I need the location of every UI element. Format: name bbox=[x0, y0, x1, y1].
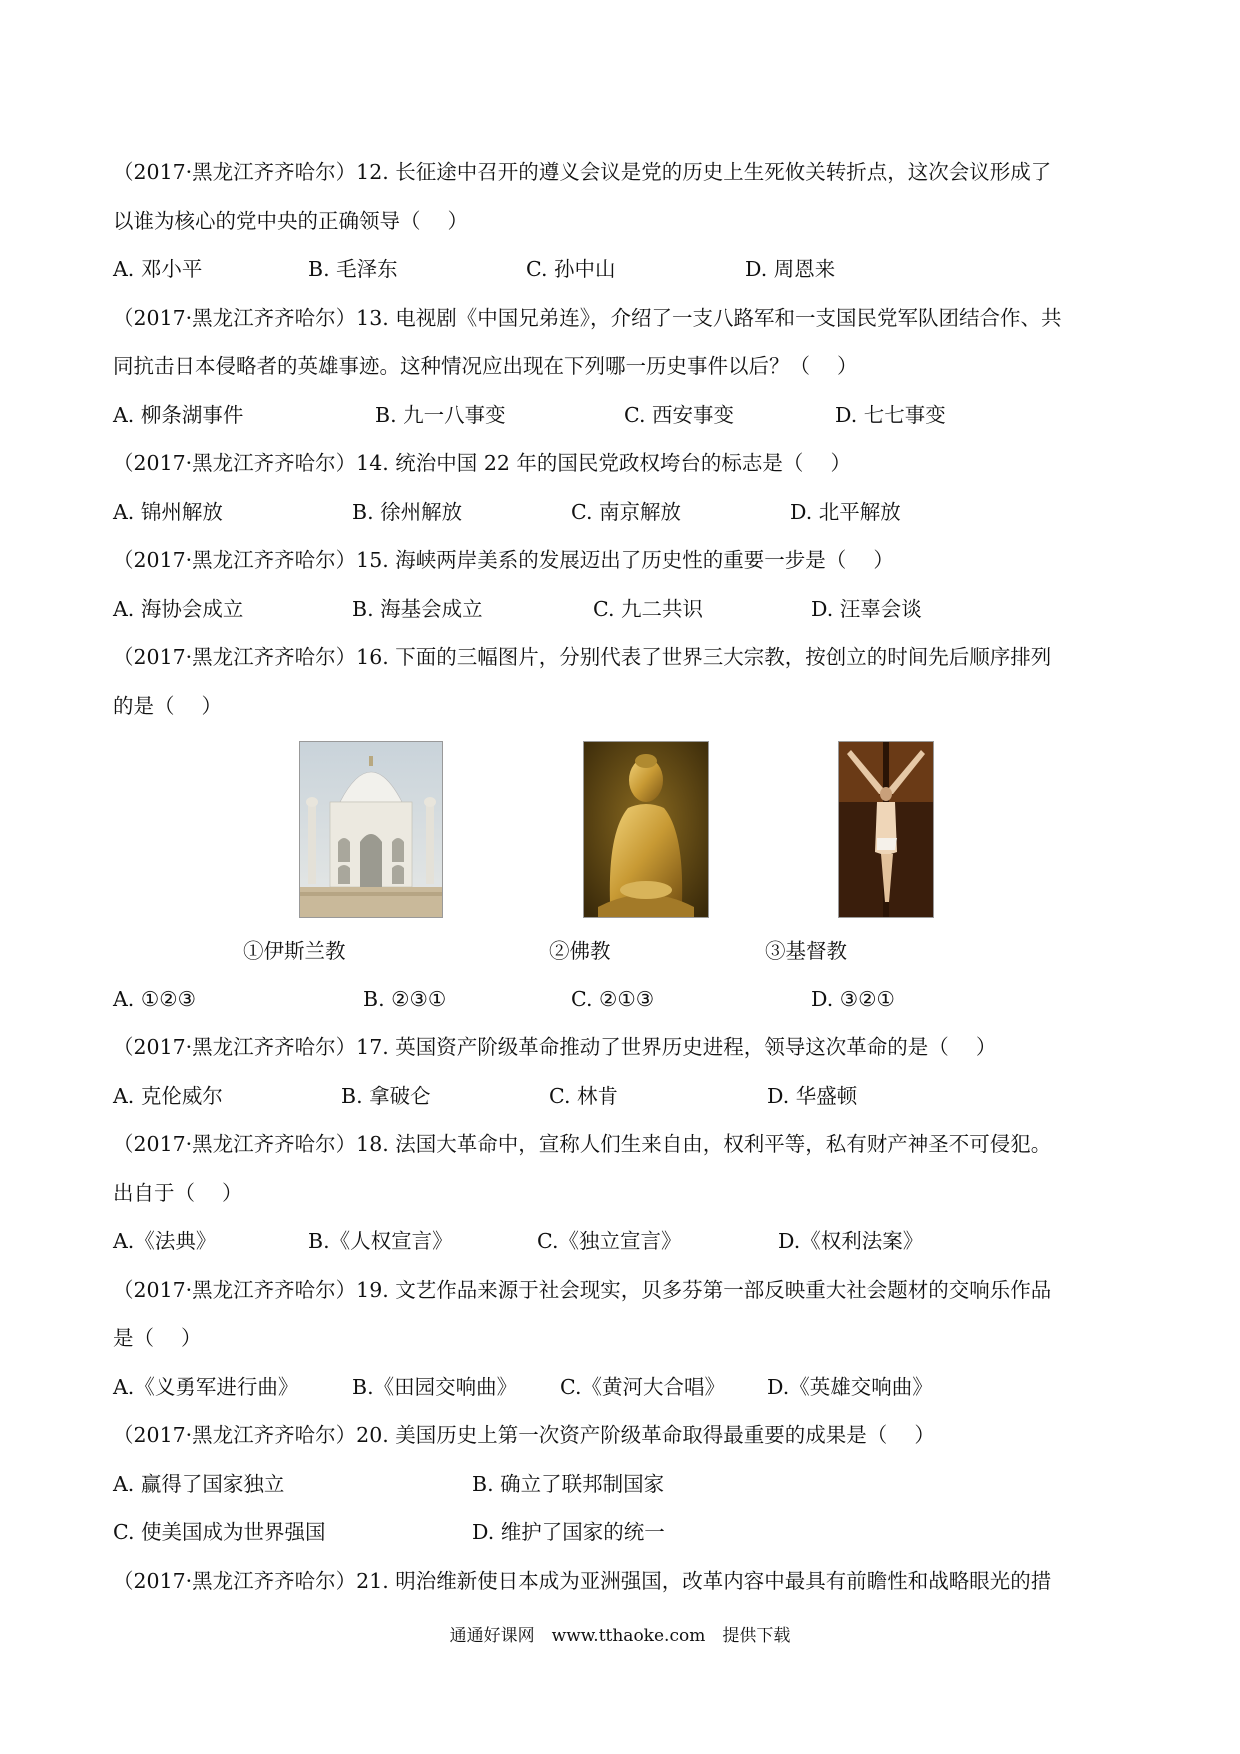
caption-islam: ①伊斯兰教 bbox=[243, 939, 346, 963]
question-17-line-1: （2017·黑龙江齐齐哈尔）17. 英国资产阶级革命推动了世界历史进程，领导这次革命的是（ ） bbox=[113, 1035, 997, 1059]
caption-christianity: ③基督教 bbox=[765, 939, 847, 963]
option-a: A. ①②③ bbox=[113, 987, 196, 1011]
option-c: C. 南京解放 bbox=[571, 500, 681, 524]
option-d: D. 北平解放 bbox=[790, 500, 901, 524]
question-15-line-1: （2017·黑龙江齐齐哈尔）15. 海峡两岸美系的发展迈出了历史性的重要一步是（ ） bbox=[113, 548, 894, 572]
buddha-statue-image bbox=[583, 741, 709, 918]
islam-mosque-image bbox=[299, 741, 443, 918]
question-19-line-2: 是（ ） bbox=[113, 1326, 202, 1350]
question-18-line-1: （2017·黑龙江齐齐哈尔）18. 法国大革命中，宣称人们生来自由，权利平等，私有财产神圣不可侵犯。 bbox=[113, 1132, 1052, 1156]
option-b: B. 九一八事变 bbox=[375, 403, 506, 427]
option-a: A. 克伦威尔 bbox=[113, 1084, 223, 1108]
buddha-illustration bbox=[584, 742, 708, 917]
option-d: D. 汪辜会谈 bbox=[811, 597, 922, 621]
option-b: B.《人权宣言》 bbox=[308, 1229, 453, 1253]
crucifix-illustration bbox=[839, 742, 933, 917]
option-d: D.《英雄交响曲》 bbox=[767, 1375, 933, 1399]
christianity-crucifix-image bbox=[838, 741, 934, 918]
option-a: A.《法典》 bbox=[113, 1229, 217, 1253]
question-12-line-2: 以谁为核心的党中央的正确领导（ ） bbox=[113, 209, 469, 233]
option-b: B. 海基会成立 bbox=[352, 597, 483, 621]
question-21-line-1: （2017·黑龙江齐齐哈尔）21. 明治维新使日本成为亚洲强国，改革内容中最具有前瞻性和战略眼光的措 bbox=[113, 1569, 1052, 1593]
option-b: B. 拿破仑 bbox=[341, 1084, 431, 1108]
page-footer: 通通好课网 www.tthaoke.com 提供下载 bbox=[449, 1626, 791, 1646]
option-d: D. 周恩来 bbox=[745, 257, 836, 281]
option-c: C. 孙中山 bbox=[526, 257, 616, 281]
option-a: A. 海协会成立 bbox=[113, 597, 244, 621]
option-b: B. 徐州解放 bbox=[352, 500, 463, 524]
option-a: A. 锦州解放 bbox=[113, 500, 223, 524]
question-12-line-1: （2017·黑龙江齐齐哈尔）12. 长征途中召开的遵义会议是党的历史上生死攸关转折点，这次会议形成了 bbox=[113, 160, 1052, 184]
caption-buddhism: ②佛教 bbox=[549, 939, 611, 963]
option-d: D. 华盛顿 bbox=[767, 1084, 858, 1108]
option-a: A. 赢得了国家独立 bbox=[113, 1472, 285, 1496]
mosque-illustration bbox=[300, 742, 442, 917]
question-13-line-2: 同抗击日本侵略者的英雄事迹。这种情况应出现在下列哪一历史事件以后？（ ） bbox=[113, 354, 858, 378]
option-c: C. 林肯 bbox=[549, 1084, 618, 1108]
option-d: D. ③②① bbox=[811, 987, 895, 1011]
option-c: C. 西安事变 bbox=[624, 403, 734, 427]
option-c: C.《黄河大合唱》 bbox=[560, 1375, 725, 1399]
question-18-line-2: 出自于（ ） bbox=[113, 1181, 243, 1205]
question-16-line-2: 的是（ ） bbox=[113, 694, 223, 718]
option-d: D. 维护了国家的统一 bbox=[472, 1520, 665, 1544]
question-13-line-1: （2017·黑龙江齐齐哈尔）13. 电视剧《中国兄弟连》，介绍了一支八路军和一支国民党军队团结合作、共 bbox=[113, 306, 1062, 330]
question-14-line-1: （2017·黑龙江齐齐哈尔）14. 统治中国 22 年的国民党政权垮台的标志是（ ） bbox=[113, 451, 851, 475]
option-b: B. 毛泽东 bbox=[308, 257, 398, 281]
option-c: C. 使美国成为世界强国 bbox=[113, 1520, 326, 1544]
option-a: A.《义勇军进行曲》 bbox=[113, 1375, 299, 1399]
option-b: B. 确立了联邦制国家 bbox=[472, 1472, 665, 1496]
question-16-line-1: （2017·黑龙江齐齐哈尔）16. 下面的三幅图片，分别代表了世界三大宗教，按创立的时间先后顺序排列 bbox=[113, 645, 1052, 669]
option-c: C.《独立宣言》 bbox=[537, 1229, 682, 1253]
question-19-line-1: （2017·黑龙江齐齐哈尔）19. 文艺作品来源于社会现实，贝多芬第一部反映重大社会题材的交响乐作品 bbox=[113, 1278, 1052, 1302]
option-b: B. ②③① bbox=[363, 987, 447, 1011]
option-a: A. 邓小平 bbox=[113, 257, 203, 281]
option-d: D. 七七事变 bbox=[835, 403, 946, 427]
option-a: A. 柳条湖事件 bbox=[113, 403, 244, 427]
option-d: D.《权利法案》 bbox=[778, 1229, 924, 1253]
question-20-line-1: （2017·黑龙江齐齐哈尔）20. 美国历史上第一次资产阶级革命取得最重要的成果是（ ） bbox=[113, 1423, 935, 1447]
option-b: B.《田园交响曲》 bbox=[352, 1375, 518, 1399]
option-c: C. ②①③ bbox=[571, 987, 655, 1011]
option-c: C. 九二共识 bbox=[593, 597, 703, 621]
